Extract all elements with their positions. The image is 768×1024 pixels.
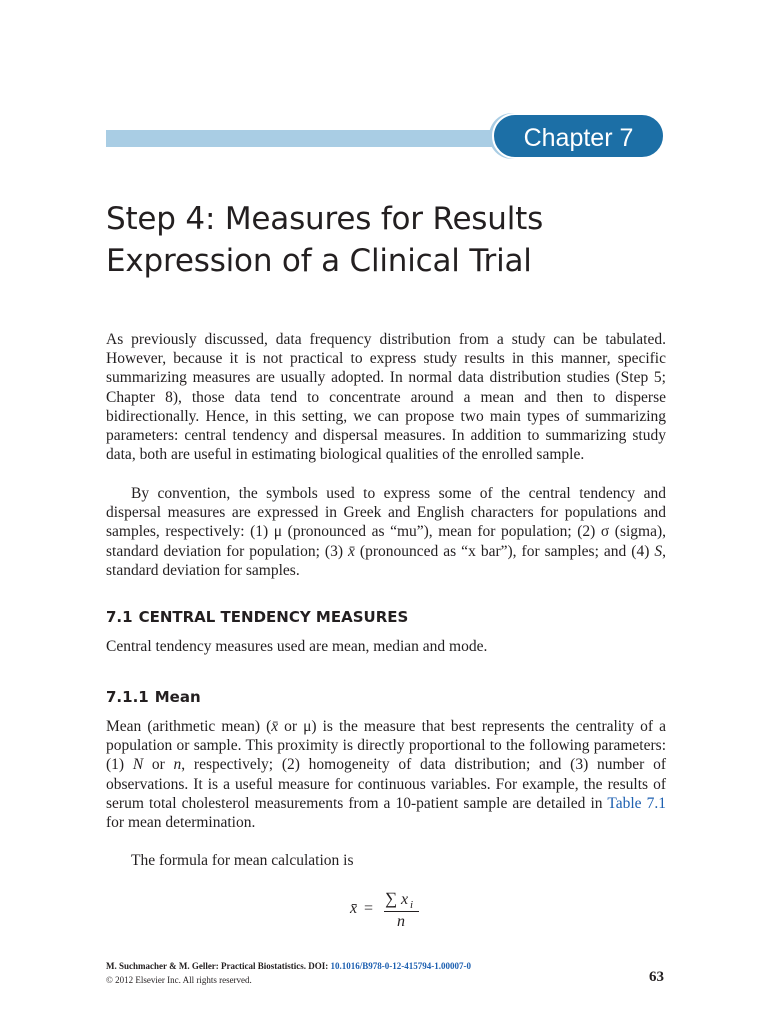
mean-p1-text-b: or μ) is the measure that best represents the centrality of a population or sample. This proximity is directly proportional to the following parameters: (1) [106,718,666,774]
section-7-1-title: CENTRAL TENDENCY MEASURES [138,608,409,626]
footer-citation-text: M. Suchmacher & M. Geller: Practical Biostatistics. DOI: [106,961,331,971]
section-7-1-1-heading [106,688,201,706]
intro-p2-text-c: , standard deviation for samples. [106,542,666,579]
intro-paragraph-1: As previously discussed, data frequency distribution from a study can be tabulated. However, because it is not practical to express study results in this manner, specific summarizing measures are usually adopted. In normal data distribution studies (Step 5; Chapter 8), those data tend to concentrate around a mean and then to disperse bidirectionally. Hence, in this setting, we can propose two main types of summarizing parameters: central tendency and dispersal measures. In addition to summarizing study data, both are useful in estimating biological qualities of the enrolled sample. [106,331,666,464]
formula-equals: = [364,900,374,917]
mean-p1-text-a: Mean (arithmetic mean) ( [106,718,272,735]
n-lower-symbol: n [173,756,182,774]
xbar-symbol: x̄ [348,542,355,560]
section-7-1-1-number: 7.1.1 [106,688,149,706]
formula-denominator: n [397,913,405,930]
formula-xbar: x̄ [350,900,358,917]
mean-p1-text-d: , respectively; (2) homogeneity of data distribution; and (3) number of observations. It is a useful measure for continuous variables. For example, the results of serum total cholesterol measurements from a 10-patient sample are detailed in [106,756,666,812]
n-upper-symbol: N [132,756,144,774]
footer-copyright: © 2012 Elsevier Inc. All rights reserved. [106,975,252,985]
section-7-1-1-title: Mean [154,688,201,706]
mean-p1-text-e: for mean determination. [106,814,256,832]
chapter-title-line-1: Step 4: Measures for Results [106,201,544,237]
s-symbol: S [654,542,663,560]
formula-sum-icon: ∑ [385,889,398,908]
intro-paragraph-2 [106,484,666,580]
section-7-1-number: 7.1 [106,608,133,626]
section-7-1-heading [106,608,408,626]
intro-p2-text-b: (pronounced as “x bar”), for samples; and (4) [354,542,655,560]
mean-paragraph-1 [106,717,666,832]
chapter-header-band [106,130,498,147]
chapter-label: Chapter 7 [492,113,665,159]
intro-p2-text-a: By convention, the symbols used to express some of the central tendency and dispersal measures are expressed in Greek and English characters for populations and samples, respectively: (1) μ (pronounced as “mu”), mean for population; (2) σ (sigma), standard deviation for population; (3) [106,485,666,560]
formula-numerator-var: x [401,891,409,908]
section-7-1-text: Central tendency measures used are mean, median and mode. [106,638,488,655]
mean-p1-text-c: or [143,756,174,774]
mean-paragraph-2: The formula for mean calculation is [131,852,354,869]
page-number: 63 [649,969,664,985]
mean-formula [350,889,450,933]
xbar-symbol: x̄ [271,718,279,735]
table-7-1-link[interactable]: Table 7.1 [607,794,667,812]
chapter-title [106,198,686,282]
chapter-title-line-2: Expression of a Clinical Trial [106,243,532,279]
formula-subscript: i [410,899,414,911]
footer-doi-link[interactable]: 10.1016/B978-0-12-415794-1.00007-0 [330,961,472,971]
footer-citation [106,961,471,971]
formula-fraction-bar [384,911,419,912]
